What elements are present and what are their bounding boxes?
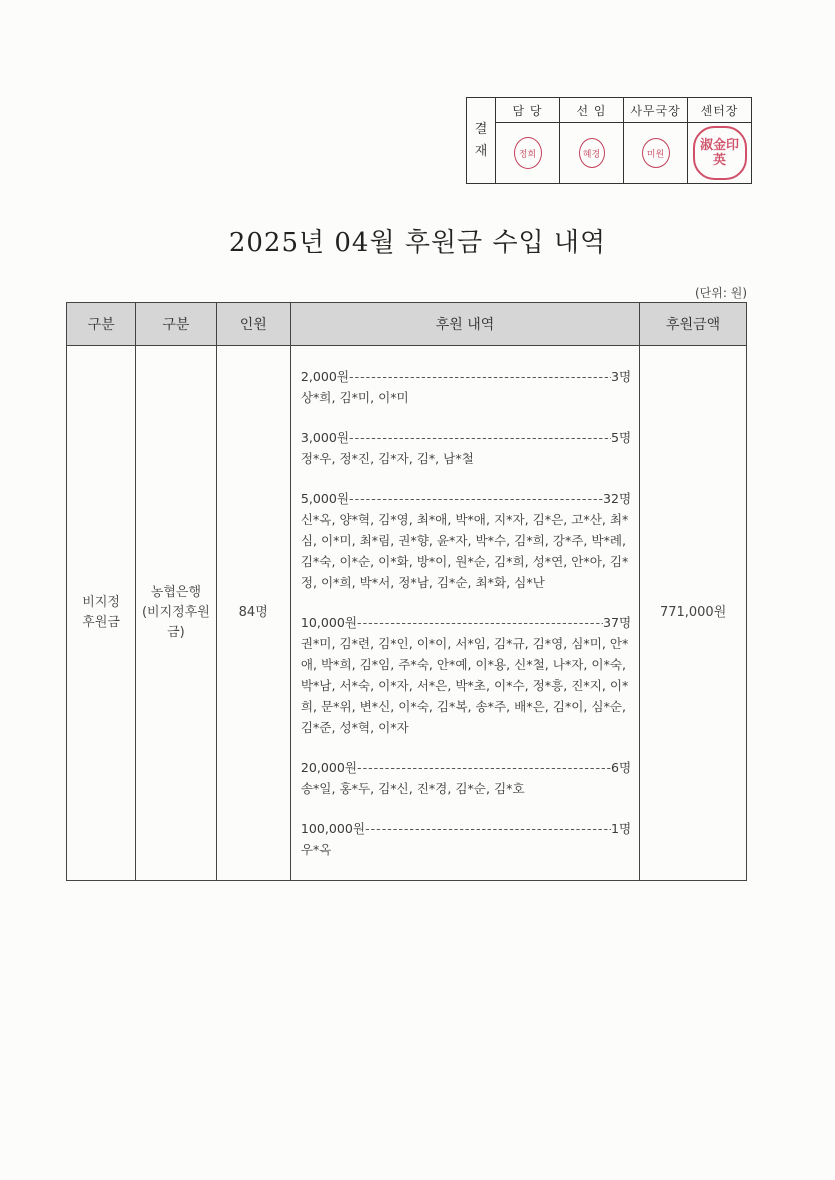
approval-side-char: 재 xyxy=(474,143,488,159)
header-people: 인원 xyxy=(216,303,290,346)
tier-count: 32명 xyxy=(603,491,632,506)
tier-count: 37명 xyxy=(603,615,632,630)
approval-col-title: 사무국장 xyxy=(624,98,687,123)
tier-count: 3명 xyxy=(611,369,632,384)
tier-names: 송*일, 홍*두, 김*신, 진*경, 김*순, 김*호 xyxy=(300,781,525,796)
table-header-row xyxy=(67,303,747,346)
donation-tier xyxy=(301,488,631,593)
tier-amount: 100,000원 xyxy=(300,821,366,836)
page-title: 2025년 04월 후원금 수입 내역 xyxy=(228,228,607,258)
tier-count: 6명 xyxy=(611,760,632,775)
cell-people: 84명 xyxy=(216,346,290,881)
tier-count: 5명 xyxy=(611,430,632,445)
approval-col-director xyxy=(688,98,751,183)
approval-side-char: 결 xyxy=(474,121,488,137)
approval-col-staff xyxy=(496,98,560,183)
approval-col-title: 담 당 xyxy=(496,98,559,123)
header-amount: 후원금액 xyxy=(640,303,747,346)
tier-names: 우*옥 xyxy=(300,842,332,857)
tier-amount: 2,000원 xyxy=(300,369,350,384)
cell-details xyxy=(290,346,639,881)
donation-table xyxy=(66,302,747,881)
tier-count: 1명 xyxy=(611,821,632,836)
approval-box xyxy=(466,97,752,184)
tier-amount: 20,000원 xyxy=(300,760,358,775)
header-account: 구분 xyxy=(136,303,216,346)
tier-names: 상*희, 김*미, 이*미 xyxy=(300,390,409,405)
director-seal-stamp: 淑金印英 xyxy=(693,126,747,180)
tier-amount: 10,000원 xyxy=(300,615,358,630)
unit-label: (단위: 원) xyxy=(695,286,747,300)
tier-amount: 5,000원 xyxy=(300,491,350,506)
approval-col-title: 선 임 xyxy=(560,98,623,123)
approval-col-secretary xyxy=(624,98,688,183)
seal-stamp: 혜경 xyxy=(579,138,605,168)
approval-side-label xyxy=(467,98,496,183)
donation-tier xyxy=(301,612,631,738)
cell-account: 농협은행 (비지정후원금) xyxy=(136,346,216,881)
approval-col-title: 센터장 xyxy=(688,98,751,123)
tier-names: 권*미, 김*련, 김*인, 이*이, 서*임, 김*규, 김*영, 심*미, 안*애, 박*희, 김*임, 주*숙, 안*예, 이*용, 신*철, 나*자, 이*숙, 박*남, 서*숙, 이*자, 서*은, 박*초, 이*수, 정*흥, 진*지, 이*희, 문*위, 변*신, 이*숙, 김*복, 송*주, 배*은, 김*이, 심*순, 김*준, 성*혁, 이*자 xyxy=(300,636,629,735)
seal-stamp: 정희 xyxy=(514,137,542,169)
cell-total-amount: 771,000원 xyxy=(640,346,747,881)
cell-category: 비지정 후원금 xyxy=(67,346,136,881)
tier-names: 신*옥, 양*혁, 김*영, 최*애, 박*애, 지*자, 김*은, 고*산, 최*심, 이*미, 최*림, 권*향, 윤*자, 박*수, 김*희, 강*주, 박*례, 김*숙, 이*순, 이*화, 방*이, 원*순, 김*희, 성*연, 안*아, 김*정, 이*희, 박*서, 정*남, 김*순, 최*화, 심*난 xyxy=(300,512,629,590)
approval-col-senior xyxy=(560,98,624,183)
donation-tier xyxy=(301,427,631,469)
donation-tier xyxy=(301,818,631,860)
donation-tier xyxy=(301,757,631,799)
table-row xyxy=(67,346,747,881)
seal-stamp: 미원 xyxy=(642,138,670,168)
tier-amount: 3,000원 xyxy=(300,430,350,445)
header-details: 후원 내역 xyxy=(290,303,639,346)
header-category: 구분 xyxy=(67,303,136,346)
tier-names: 정*우, 정*진, 김*자, 김*, 남*철 xyxy=(300,451,474,466)
donation-tier xyxy=(301,366,631,408)
